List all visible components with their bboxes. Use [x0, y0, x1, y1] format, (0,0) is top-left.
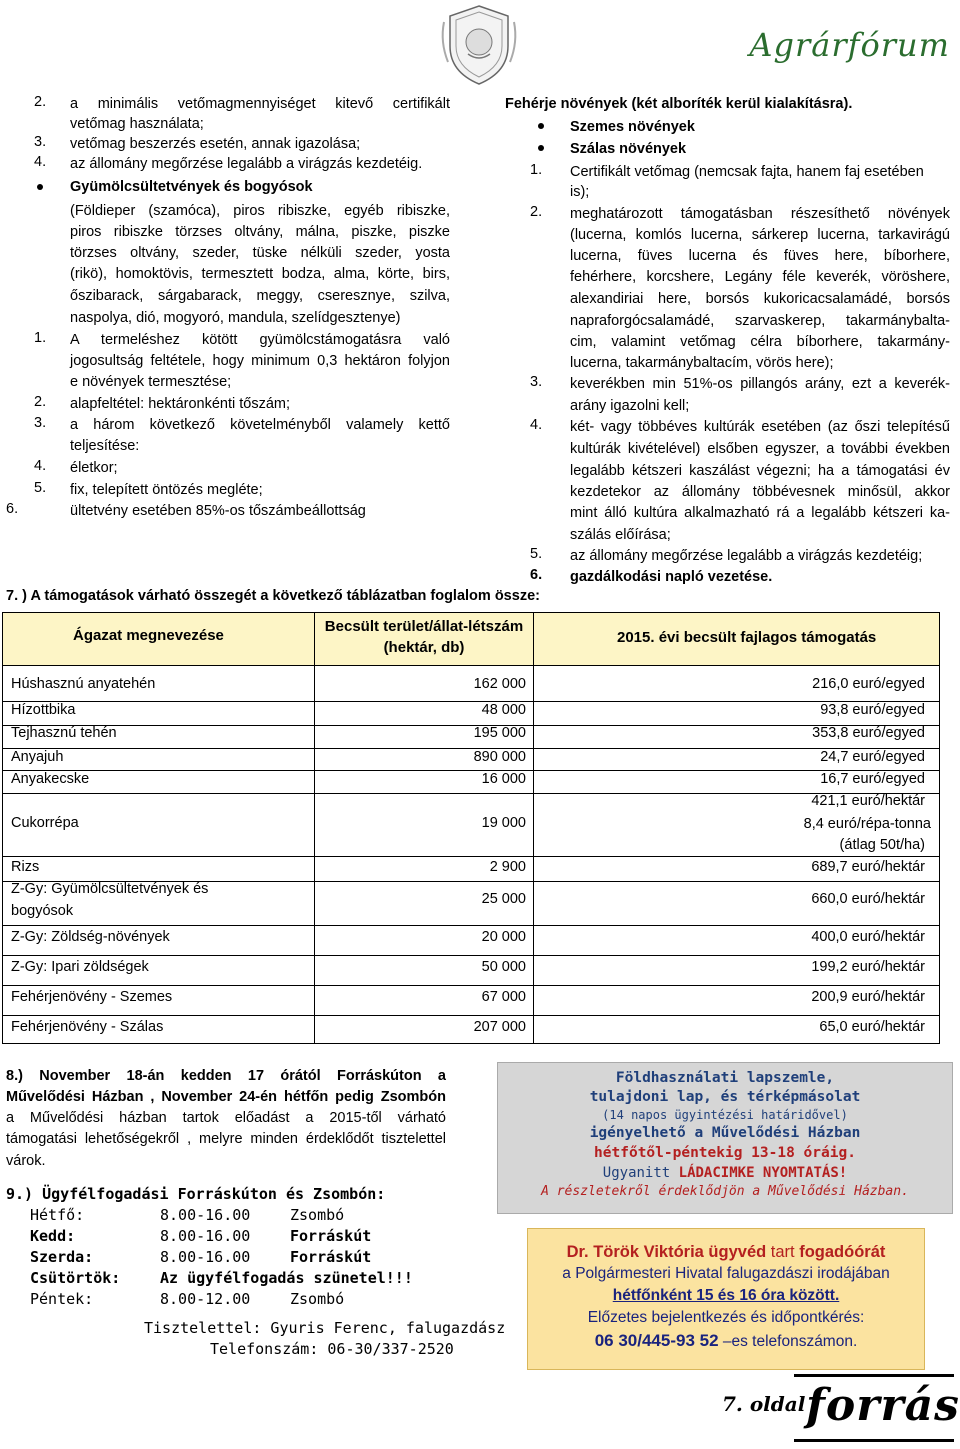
item-number: 2.: [34, 94, 47, 110]
item-number: 4.: [34, 154, 47, 170]
hours-day: Szerda:: [30, 1248, 94, 1266]
item-number: 1.: [34, 330, 47, 346]
box-line: (14 napos ügyintézési határidővel): [602, 1108, 848, 1122]
table-cell: Húshasznú anyatehén: [11, 676, 156, 692]
section8-line: támogatási lehetőségekről , melyre minden érdeklődőt tisztelettel: [6, 1131, 446, 1147]
list-item: Certifikált vetőmag (nemcsak fajta, hanem faj esetében: [570, 164, 924, 180]
list-item: jogosultság feltétele, hogy minimum 0,3 hektáron folyjon: [70, 353, 450, 369]
list-item: alapfeltétel: hektáronkénti tőszám;: [70, 396, 291, 412]
table-cell: Z-Gy: Zöldség-növények: [11, 929, 170, 945]
table-cell: 2 900: [489, 859, 526, 875]
table-cell: 65,0 euró/hektár: [819, 1019, 925, 1035]
list-item: a minimális vetőmagmennyiséget kitevő certifikált: [70, 96, 450, 112]
table-cell: 24,7 euró/egyed: [820, 749, 925, 765]
fruit-line: (rikö), homoktövis, termesztett bodza, alma, körte, birs,: [70, 266, 450, 282]
fruit-line: naspolya, dió, mogyoró, mandula, szelídgesztenye): [70, 310, 401, 326]
table-cell: 25 000: [481, 891, 526, 907]
list-item: két- vagy többéves kultúrák esetében (az őszi telepítésű: [570, 419, 950, 435]
bullet-icon: [37, 184, 43, 190]
table-cell: 67 000: [481, 989, 526, 1005]
item-number: 2.: [530, 204, 543, 220]
table-cell: 20 000: [481, 929, 526, 945]
fruit-line: törzses oltvány, szeder, tüske nélküli szeder, yosta: [70, 245, 450, 261]
hours-row: [30, 1268, 413, 1289]
hours-day: Hétfő:: [30, 1206, 85, 1224]
fruit-title: Gyümölcsültetvények és bogyósok: [70, 179, 313, 195]
header-cell: (hektár, db): [383, 639, 465, 656]
table-cell: 660,0 euró/hektár: [811, 891, 925, 907]
list-item: az állomány megőrzése legalább a virágzás kezdetéig.: [70, 156, 423, 172]
table-cell: 16,7 euró/egyed: [820, 771, 925, 787]
table-cell: 48 000: [481, 702, 526, 718]
box-line: [528, 1329, 924, 1354]
hours-time: 8.00-16.00: [160, 1206, 251, 1224]
table-cell: 199,2 euró/hektár: [811, 959, 925, 975]
box-text: 06 30/445-93 52: [594, 1331, 719, 1350]
crest-icon: [438, 2, 520, 88]
box-line: tulajdoni lap, és térképmásolat: [589, 1089, 861, 1105]
info-box-land-registry: [497, 1062, 953, 1214]
fruit-line: piros ribiszke törzses oltvány, málna, piszke, piszke: [70, 224, 450, 240]
box-line: Földhasználati lapszemle,: [615, 1070, 835, 1086]
table-cell: 93,8 euró/egyed: [820, 702, 925, 718]
box-line: [528, 1241, 924, 1263]
list-item: cim, valamint vetőmag célra bíborhere, takarmány-: [570, 334, 950, 350]
hours-day: Kedd:: [30, 1227, 76, 1245]
box-text: Ugyanitt: [602, 1165, 679, 1181]
list-item: a három következő követelményből valamely kettő: [70, 417, 450, 433]
list-item: az állomány megőrzése legalább a virágzás kezdetéig;: [570, 548, 923, 564]
hours-row: [30, 1289, 413, 1310]
list-item: kezdetekor az állomány többévesnek minősül, akkor: [570, 484, 950, 500]
hours-time: 8.00-12.00: [160, 1290, 251, 1308]
list-item: A termeléshez kötött gyümölcstámogatásra való: [70, 332, 450, 348]
item-number: 3.: [530, 374, 543, 390]
item-number: 3.: [34, 134, 47, 150]
list-item: gazdálkodási napló vezetése.: [570, 569, 773, 585]
office-hours: [30, 1205, 413, 1310]
bullet-item: Szálas növények: [570, 141, 687, 157]
list-item: életkor;: [70, 460, 118, 476]
box-text: tart: [766, 1243, 800, 1261]
table-cell: 200,9 euró/hektár: [811, 989, 925, 1005]
hours-place: Forráskút: [290, 1248, 372, 1266]
support-table: [2, 612, 940, 1044]
item-number: 1.: [530, 162, 543, 178]
item-number: 5.: [530, 546, 543, 562]
box-line: igényelhető a Művelődési Házban: [589, 1125, 861, 1141]
table-cell: Z-Gy: Ipari zöldségek: [11, 959, 149, 975]
hours-place: Forráskút: [290, 1227, 372, 1245]
bullet-icon: [538, 123, 544, 129]
box-line: hétfőtől-péntekig 13-18 óráig.: [594, 1145, 856, 1161]
phone: Telefonszám: 06-30/337-2520: [210, 1340, 454, 1358]
list-item: vetőmag beszerzés esetén, annak igazolása;: [70, 136, 361, 152]
table-cell: 353,8 euró/egyed: [812, 725, 925, 741]
list-item: fehérhere, korcshere, Legány féle keverék, vöröshere,: [570, 269, 950, 285]
list-item: meghatározott támogatásban részesíthető növények: [570, 206, 950, 222]
list-item: is);: [570, 184, 590, 200]
forras-logo: [794, 1374, 960, 1442]
box-line: hétfőnként 15 és 16 óra között.: [612, 1287, 840, 1304]
fruit-line: (Földieper (szamóca), piros ribiszke, egyéb ribiszke,: [70, 203, 450, 219]
bullet-item: Szemes növények: [570, 119, 695, 135]
section8-line: Művelődési Házban , November 24-én hétfőn pedig Zsombón: [6, 1089, 446, 1105]
list-item: napraforgócsalamádé, szarvaskerep, takarmánybalta-: [570, 313, 950, 329]
box-text: Dr. Török Viktória ügyvéd: [566, 1243, 767, 1261]
section8-line: 8.) November 18-án kedden 17 órától Forráskúton a: [6, 1068, 446, 1084]
logo-text: forrás: [806, 1380, 960, 1431]
table-cell: Fehérjenövény - Szálas: [11, 1019, 164, 1035]
list-item: szálás előírása;: [570, 527, 671, 543]
section7-title: 7. ) A támogatások várható összegét a következő táblázatban foglalom össze:: [6, 588, 540, 604]
table-cell: Z-Gy: Gyümölcsültetvények és: [11, 881, 209, 897]
table-cell: 8,4 euró/répa-tonna: [803, 816, 931, 832]
table-cell: Cukorrépa: [11, 815, 79, 831]
item-number: 3.: [34, 415, 47, 431]
table-cell: 195 000: [473, 725, 526, 741]
table-cell: Tejhasznú tehén: [11, 725, 117, 741]
list-item: arány igazolni kell;: [570, 398, 690, 414]
table-cell: 19 000: [481, 815, 526, 831]
box-line: a Polgármesteri Hivatal falugazdászi irodájában: [562, 1265, 890, 1282]
list-item: lucerna, füves lucerna és füves here, bíborhere,: [570, 248, 950, 264]
hours-place: Zsombó: [290, 1290, 345, 1308]
table-cell: Anyakecske: [11, 771, 90, 787]
fruit-line: őszibarack, sárgabarack, meggy, cseresznye, szilva,: [70, 288, 450, 304]
hours-time: 8.00-16.00: [160, 1248, 251, 1266]
page-number: 7. oldal: [722, 1392, 806, 1416]
hours-day: Péntek:: [30, 1290, 94, 1308]
table-cell: bogyósok: [11, 903, 74, 919]
list-item: ültetvény esetében 85%-os tőszámbeállottság: [70, 503, 366, 519]
item-number: 2.: [34, 394, 47, 410]
table-cell: Rizs: [11, 859, 40, 875]
item-number: 6.: [530, 567, 543, 583]
hours-day: Csütörtök:: [30, 1269, 121, 1287]
list-item: (lucerna, komlós lucerna, sárkerep lucerna, tarkavirágú: [570, 227, 950, 243]
box-line: A részletekről érdeklődjön a Művelődési Házban.: [541, 1184, 909, 1199]
box-text: –es telefonszámon.: [718, 1333, 858, 1350]
table-cell: 216,0 euró/egyed: [812, 676, 925, 692]
header-cell: Becsült terület/állat-létszám: [324, 618, 524, 635]
hours-row: [30, 1247, 413, 1268]
list-item: e növények termesztése;: [70, 374, 232, 390]
table-cell: Anyajuh: [11, 749, 64, 765]
table-cell: (átlag 50t/ha): [839, 837, 925, 853]
table-cell: 207 000: [473, 1019, 526, 1035]
list-item: kultúrák kivételével) elsőben egyszer, a további években: [570, 441, 950, 457]
list-item: alexandiriai here, borsós kukoricacsalamádé, borsós: [570, 291, 950, 307]
hours-row: [30, 1205, 413, 1226]
table-cell: 162 000: [473, 676, 526, 692]
box-line: Előzetes bejelentkezés és időpontkérés:: [587, 1309, 865, 1326]
box-text: fogadóórát: [799, 1243, 886, 1261]
list-item: vetőmag használata;: [70, 116, 204, 132]
section8-line: a Művelődési házban tartok előadást a 2015-től várható: [6, 1110, 446, 1126]
item-number: 5.: [34, 480, 47, 496]
bullet-icon: [538, 145, 544, 151]
info-box-lawyer: [527, 1228, 925, 1370]
hours-place: Zsombó: [290, 1206, 345, 1224]
table-cell: 890 000: [473, 749, 526, 765]
box-line: [498, 1163, 952, 1183]
table-cell: 421,1 euró/hektár: [811, 793, 925, 809]
list-item: lucerna, takarmánybaltacím, vörös here);: [570, 355, 834, 371]
section9-title: 9.) Ügyfélfogadási Forráskúton és Zsombón:: [6, 1185, 386, 1203]
section8-line: várok.: [6, 1153, 46, 1169]
brand-title: Agrárfórum: [749, 26, 950, 64]
signature: Tisztelettel: Gyuris Ferenc, falugazdász: [144, 1319, 506, 1337]
table-cell: 50 000: [481, 959, 526, 975]
list-item: teljesítése:: [70, 438, 140, 454]
table-cell: 16 000: [481, 771, 526, 787]
item-number: 6.: [6, 501, 19, 517]
box-text: LÁDACIMKE NYOMTATÁS!: [678, 1165, 848, 1181]
list-item: keverékben min 51%-os pillangós arány, ezt a keverék-: [570, 376, 950, 392]
header-cell: Ágazat megnevezése: [73, 627, 224, 644]
list-item: legalább kétszeri kaszálást végezni; ha a támogatási év: [570, 463, 950, 479]
hours-time: 8.00-16.00: [160, 1227, 251, 1245]
list-item: fix, telepített öntözés megléte;: [70, 482, 263, 498]
hours-row: [30, 1226, 413, 1247]
table-cell: 400,0 euró/hektár: [811, 929, 925, 945]
item-number: 4.: [34, 458, 47, 474]
protein-title: Fehérje növények (két alboríték kerül kialakításra).: [505, 96, 853, 112]
item-number: 4.: [530, 417, 543, 433]
table-cell: Fehérjenövény - Szemes: [11, 989, 173, 1005]
hours-time: Az ügyfélfogadás szünetel!!!: [160, 1269, 413, 1287]
header-cell: 2015. évi becsült fajlagos támogatás: [617, 629, 877, 646]
table-cell: 689,7 euró/hektár: [811, 859, 925, 875]
list-item: mint álló kultúra alkalmazható rá a legalább kétszeri ka-: [570, 505, 950, 521]
table-cell: Hízottbika: [11, 702, 76, 718]
